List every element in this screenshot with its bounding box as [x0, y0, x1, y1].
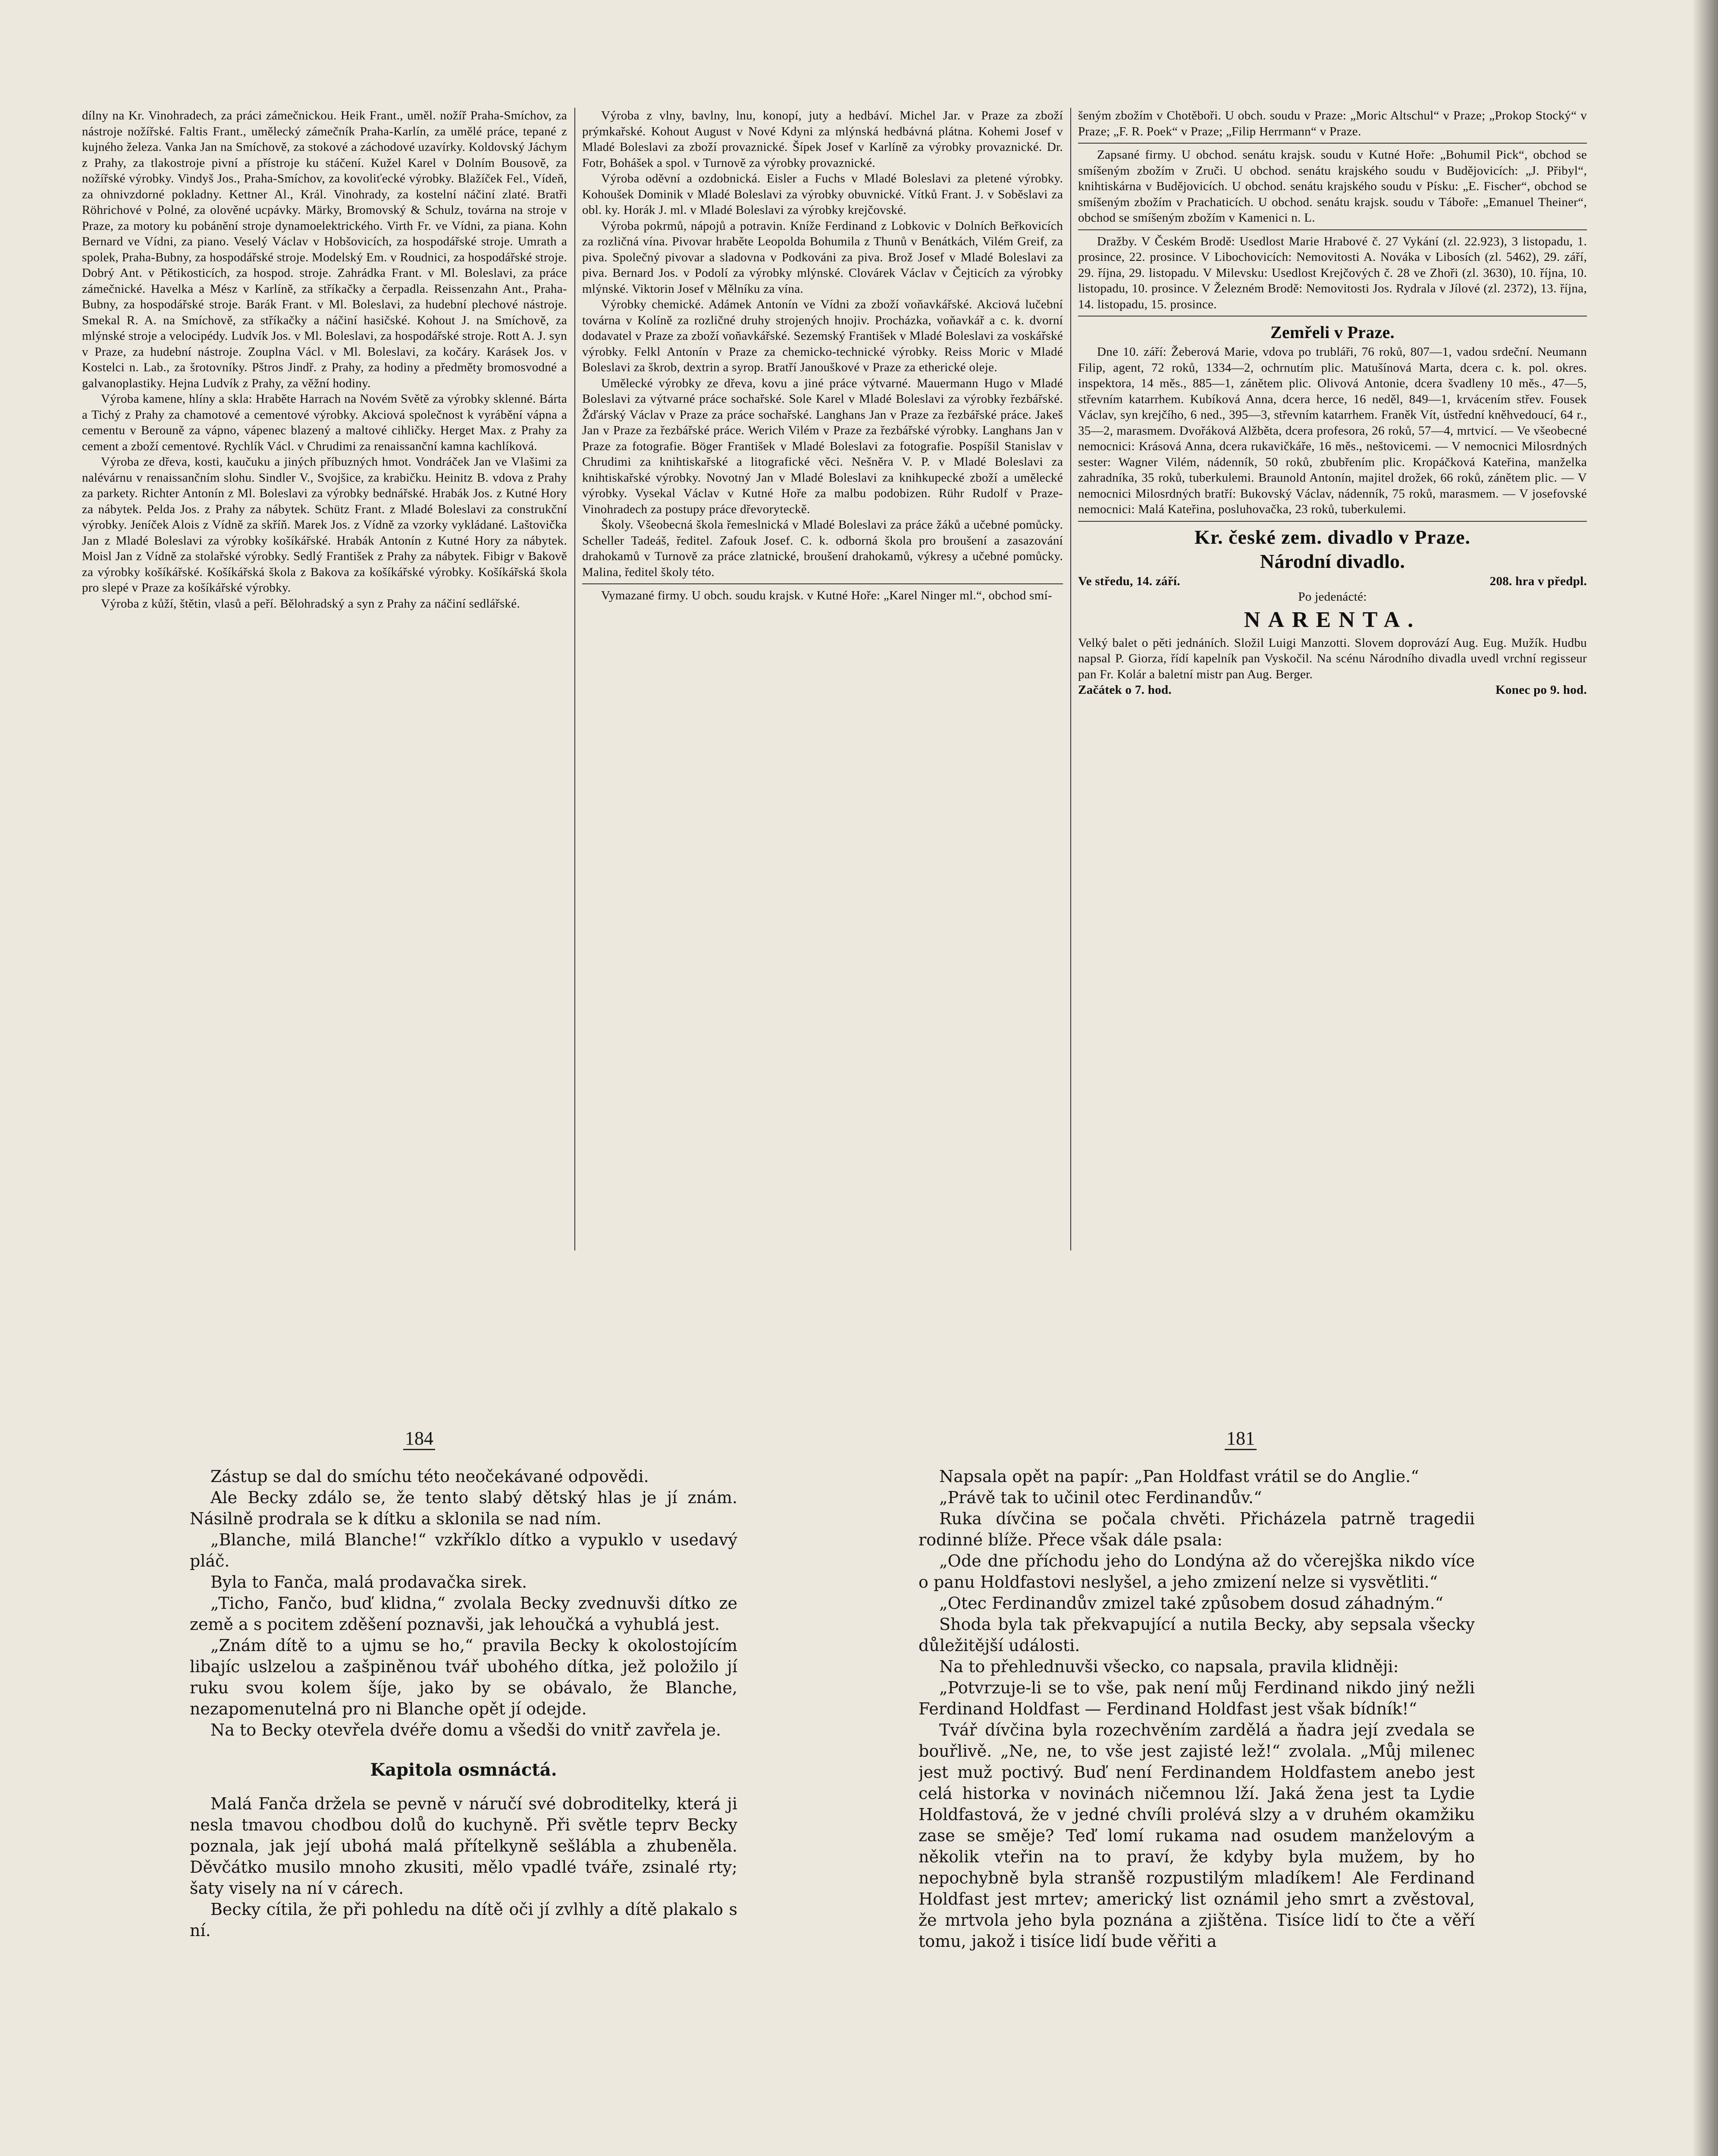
performance-time-row [1078, 682, 1587, 698]
right-page-number: 181 [1225, 1427, 1257, 1449]
book-paragraph: Malá Fanča držela se pevně v náručí své dobroditelky, která ji nesla tmavou chodbou dolů do kuchyně. Při světle teprv Becky poznala, jak její ubohá malá přítelkyně sešlábla a zhubeněla. Děvčátko musilo mnoho zkusiti, mělo vpadlé tváře, zsinalé rty; šaty visely na ní v cárech. [190, 1794, 737, 1898]
play-title: NARENTA. [1244, 607, 1421, 632]
news-paragraph: Výroba oděvní a ozdobnická. Eisler a Fuchs v Mladé Boleslavi za pletené výrobky. Kohoušek Dominik v Mladé Boleslavi za výrobky obuvnické. Vítků Frant. J. v Soběslavi za obl. ky. Horák J. ml. v Mladé Boleslavi za výrobky krejčovské. [582, 172, 1063, 217]
right-book-page [919, 1466, 1475, 2156]
performance-number: 208. hra v předpl. [1489, 574, 1587, 588]
left-book-page [190, 1466, 737, 2156]
book-paragraph: Zástup se dal do smíchu této neočekávané odpovědi. [210, 1467, 649, 1486]
news-paragraph: dílny na Kr. Vinohradech, za práci zámečnickou. Heik Frant., uměl. nožíř Praha-Smíchov, za nástroje nožířské. Faltis Frant., umělecký zámečník Praha-Karlín, za umělé práce, tepané z kujného železa. Vanka Jan na Smíchově, za stokové a záchodové uzavírky. Koldovský Jáchym z Prahy, za tlakostroje pivní a přístroje ku stáčení. Kužel Karel v Dolním Bousově, za nožířské výrobky. Vindyš Jos., Praha-Smíchov, za kovoliťecké výrobky. Blažíček Fel., Vídeň, za ohnivzdorné pokladny. Kettner Al., Král. Vinohrady, za kostelní náčiní zlaté. Bratři Röhrichové v Polné, za olověné ucpávky. Märky, Bromovský & Schulz, továrna na stroje v Praze, za motory ku pobánění stroje dynamoelektrického. Virth Fr. ve Vídni, za piana. Kohn Bernard ve Vídni, za piano. Veselý Václav v Hobšovicích, za hospodářské stroje. Umrath a spolek, Praha-Bubny, za hospodářské stroje. Modelský Em. v Roudnici, za hospodářské stroje. Dobrý Ant. v Pětikosticích, za hospod. stroje. Zahrádka Frant. v Ml. Boleslavi, za práce zámečnické. Havelka a Mész v Karlíně, za stříkačky a čerpadla. Reissenzahn Ant., Praha-Bubny, za hospodářské stroje. Barák Frant. v Ml. Boleslavi, za hudební plechové nástroje. Smekal R. A. na Smíchově, za stříkačky a náčiní hasičské. Kohout J. na Smíchově, za mlýnské stroje a velocipédy. Ludvík Jos. v Ml. Boleslavi, za hospodářské stroje. Rott A. J. syn v Praze, za hudební nástroje. Zouplna Václ. v Ml. Boleslavi, za kočáry. Karásek Jos. v Kostelci n. Lab., za šrotovníky. Pštros Jindř. z Prahy, za hodiny a předměty bromosvodné a galvanoplastiky. Hejna Ludvík z Prahy, za věžní hodiny. [82, 109, 567, 390]
book-paragraph: Shoda byla tak překvapující a nutila Becky, aby sepsala všecky důležitější události. [919, 1615, 1475, 1655]
news-paragraph: Výroba ze dřeva, kosti, kaučuku a jiných příbuzných hmot. Vondráček Jan ve Vlašimi za nalévárnu v renaissančním slohu. Sindler V., Svojšice, za krabičku. Heinitz B. vdova z Prahy za parkety. Richter Antonín z Ml. Boleslavi za výrobky bednářské. Hrabák Jos. z Kutné Hory za nábytek. Pelda Jos. z Prahy za nábytek. Schütz Frant. z Mladé Boleslavi za construkční výrobky. Jeníček Alois z Vídně za skříň. Marek Jos. z Vídně za vzorky vykládané. Laštovička Jan z Mladé Boleslavi za výrobky košíkářské. Hrabák Antonín z Kutné Hory za nábytek. Moisl Jan z Vídně za stolařské výrobky. Sedlý František z Prahy za nábytek. Fibigr v Bakově za výrobky košíkářské. Košíkářská škola z Bakova za košíkářské výrobky. Košíkářská škola pro slepé v Praze za košíkářské výrobky. [82, 455, 567, 595]
section-divider [582, 583, 1063, 584]
section-divider [1078, 229, 1587, 230]
news-paragraph: Školy. Všeobecná škola řemeslnická v Mladé Boleslavi za práce žáků a učebné pomůcky. Scheller Tadeáš, ředitel. Zafouk Josef. C. k. odborná škola pro broušení a zasazování drahokamů v Turnově za práce zlatnické, broušení drahokamů, výkresy a učebné pomůcky. Malina, ředitel školy této. [582, 518, 1063, 579]
news-paragraph: Dne 10. září: Žeberová Marie, vdova po trubláři, 76 roků, 807—1, vadou srdeční. Neumann Filip, agent, 72 roků, 1334—2, ochrnutím plic. Matušínová Marta, dcera c. k. pol. okres. inspektora, 14 měs., 885—1, zánětem plic. Olivová Antonie, dcera švadleny 10 měs., 47—5, střevním katarrhem. Kubíková Anna, dcera herce, 16 neděl, 849—1, krvácením střev. Fousek Václav, syn krejčího, 6 ned., 395—3, střevním katarrhem. Franěk Vít, ústřední kněhvedoucí, 64 r., 35—2, marasmem. Dvořáková Alžběta, dcera profesora, 26 roků, 57—4, mrtvicí. — Ve všeobecné nemocnici: Krásová Anna, dcera rukavičkáře, 16 měs., neštovicemi. — V nemocnici Milosrdných sester: Wagner Vilém, nádenník, 50 roků, zbubřením plic. Kropáčková Kateřina, manželka zahradníka, 35 roků, tuberkulemi. Braunold Antonín, majitel drožek, 66 roků, zánětem plic. — V nemocnici Milosrdných bratří: Bukovský Václav, nádenník, 75 roků, marasmem. — V josefovské nemocnici: Malá Kateřina, posluhovačka, 23 roků, tuberkulemi. [1078, 345, 1587, 516]
book-paragraph: „Blanche, milá Blanche!“ vzkříklo dítko a vypuklo v usedavý pláč. [190, 1530, 737, 1570]
book-paragraph: Na to přehlednuvši všecko, co napsala, pravila klidněji: [939, 1657, 1399, 1676]
start-time: Začátek o 7. hod. [1078, 683, 1172, 697]
book-paragraph: „Potvrzuje-li se to vše, pak není můj Ferdinand nikdo jiný nežli Ferdinand Holdfast — Ferdinand Holdfast jest však bídník!“ [919, 1678, 1475, 1718]
deaths-heading: Zemřeli v Praze. [1270, 323, 1395, 342]
section-divider [1078, 316, 1587, 317]
news-paragraph: Zapsané firmy. U obchod. senátu krajsk. soudu v Kutné Hoře: „Bohumil Pick“, obchod se smíšeným zbožím v Zruči. U obchod. senátu krajského soudu v Budějovicích: „J. Přibyl“, knihtiskárna v Budějovicích. U obchod. senátu krajského soudu v Písku: „E. Fischer“, obchod se smíšeným zbožím v Prachaticích. U obchod. senátu krajsk. soudu v Táboře: „Emanuel Theiner“, obchod se smíšeným zbožím v Kamenici n. L. [1078, 148, 1587, 225]
book-paragraph: „Znám dítě to a ujmu se ho,“ pravila Becky k okolostojícím libajíc uslzelou a zašpiněnou tvář ubohého dítka, jež položilo jí ruku svou kolem šíje, jako by se obávalo, že Blanche, nezapomenutelná pro ni Blanche opět jí odejde. [190, 1636, 737, 1718]
theatre-heading: Kr. české zem. divadlo v Praze. [1194, 526, 1470, 548]
news-column-2 [582, 108, 1063, 1250]
book-paragraph: Tvář dívčina byla rozechvěním zardělá a ňadra její zvedala se bouřlivě. „Ne, ne, to vše jest zajisté lež!“ zvolala. „Můj milenec jest muž poctivý. Buď není Ferdinandem Holdfastem anebo jest celá historka v novinách ničemnou lží. Jaká žena jest ta Lydie Holdfastová, že v jedné chvíli prolévá slzy a v druhém okamžiku zase se směje? Teď lomí rukama nad osudem manželovým a několik vteřin na to praví, že kdyby byla mužem, by ho nepochybně byla stranšě rozpustilým mladíkem! Ale Ferdinand Holdfast jest mrtev; americký list oznámil jeho smrt a zvěstoval, že mrtvola jeho byla poznána a zjištěna. Tisíce lidí to čte a věří tomu, jakož i tisíce lidí bude věřiti a [919, 1720, 1475, 1951]
performance-date: Ve středu, 14. září. [1078, 574, 1180, 588]
play-description: Velký balet o pěti jednáních. Složil Luigi Manzotti. Slovem doprovází Aug. Eug. Mužík. Hudbu napsal P. Giorza, řídí kapelník pan Vyskočil. Na scénu Národního divadla uvedl vrchní regisseur pan Fr. Kolár a baletní mistr pan Aug. Berger. [1078, 636, 1587, 681]
book-paragraph: Becky cítila, že při pohledu na dítě oči jí zvlhly a dítě plakalo s ní. [190, 1900, 737, 1940]
news-paragraph: Umělecké výrobky ze dřeva, kovu a jiné práce výtvarné. Mauermann Hugo v Mladé Boleslavi za výtvarné práce sochařské. Sole Karel v Mladé Boleslavi za výrobky řezbářské. Žďárský Václav v Praze za práce sochařské. Langhans Jan v Praze za řezbářské práce. Jakeš Jan v Praze za řezbářské práce. Werich Vilém v Praze za řezbářské výrobky. Langhans Jan v Praze za fotografie. Böger František v Mladé Boleslavi za fotografie. Pospíšil Stanislav v Chrudimi za knihtiskařské a litografické věci. Nešněra V. P. v Mladé Boleslavi za knihtiskařské výrobky. Novotný Jan v Mladé Boleslavi za knihkupecké zboží a umělecké výrobky. Vysekal Václav v Kutné Hoře za malbu podobizen. Rühr Rudolf v Praze-Vinohradech za postupy práce dřevoryteckě. [582, 376, 1063, 516]
book-paragraph: „Právě tak to učinil otec Ferdinandův.“ [939, 1488, 1262, 1507]
scan-edge-shadow [1692, 0, 1718, 2156]
news-column-3 [1078, 108, 1587, 1250]
news-paragraph: Výroba z kůží, štětin, vlasů a peří. Bělohradský a syn z Prahy za náčiní sedlářské. [101, 596, 520, 611]
news-paragraph: Dražby. V Českém Brodě: Usedlost Marie Hrabové č. 27 Vykání (zl. 22.923), 3 listopadu, 1. prosince, 22. prosince. V Libochovicích: Nemovitosti A. Nováka v Libosích (zl. 5462), 29. září, 29. října, 29. listopadu. V Milevsku: Usedlost Krejčových č. 28 ve Zhoři (zl. 3630), 10. října, 10. listopadu, 10. prosince. V Železném Brodě: Nemovitosti Jos. Rydrala v Jílové (zl. 2372), 13. října, 14. listopadu, 15. prosince. [1078, 234, 1587, 311]
book-paragraph: „Ticho, Fančo, buď klidna,“ zvolala Becky zvednuvši dítko ze země a s pocitem zděšení poznavši, jak lehoučká a vyhublá jest. [190, 1594, 737, 1634]
book-paragraph: Napsala opět na papír: „Pan Holdfast vrátil se do Anglie.“ [939, 1467, 1419, 1486]
section-divider [1078, 143, 1587, 144]
theatre-date-row [1078, 573, 1587, 589]
section-divider [1078, 521, 1587, 522]
end-time: Konec po 9. hod. [1495, 683, 1587, 697]
book-paragraph: Ruka dívčina se počala chvěti. Přicházela patrně tragedii rodinné blíže. Přece však dále psala: [919, 1509, 1475, 1549]
column-rule [574, 108, 575, 1250]
book-paragraph: „Otec Ferdinandův zmizel také způsobem dosud záhadným.“ [939, 1594, 1444, 1613]
news-column-1 [82, 108, 567, 1250]
news-paragraph: Výroba z vlny, bavlny, lnu, konopí, juty a hedbáví. Michel Jar. v Praze za zboží prýmkařské. Kohout August v Nové Kdyni za mlýnská hedbávná plátna. Kohemi Josef v Mladé Boleslavi za zboží provaznické. Šípek Josef v Karlíně za výrobky provaznické. Dr. Fotr, Bohášek a spol. v Turnově za výrobky provaznické. [582, 109, 1063, 170]
news-paragraph: Vymazané firmy. U obch. soudu krajsk. v Kutné Hoře: „Karel Ninger ml.“, obchod smí- [601, 589, 1052, 602]
book-paragraph: Ale Becky zdálo se, že tento slabý dětský hlas je jí znám. Násilně prodrala se k dítku a sklonila se nad ním. [190, 1488, 737, 1528]
theatre-subheading: Národní divadlo. [1260, 550, 1405, 572]
column-rule [1070, 108, 1071, 1250]
chapter-title: Kapitola osmnáctá. [370, 1760, 557, 1780]
news-paragraph: Výroba kamene, hlíny a skla: Hraběte Harrach na Novém Světě za výrobky sklenné. Bárta a Tichý z Prahy za chamotové a cementové výrobky. Akciová společnost k vyrábění vápna a cementu v Berouně za vápno, vápenec blazený a maltové cihličky. Herget Max. z Prahy za cement a zboží cementové. Rychlík Václ. v Chrudimi za renaissanční kamna kachlíková. [82, 392, 567, 453]
performance-count: Po jedenácté: [1298, 590, 1367, 604]
news-paragraph: šeným zbožím v Chotěboři. U obch. soudu v Praze: „Moric Altschul“ v Praze; „Prokop Stocký“ v Praze; „F. R. Poek“ v Praze; „Filip Herrmann“ v Praze. [1078, 109, 1587, 138]
left-page-number: 184 [403, 1427, 435, 1449]
book-paragraph: „Ode dne příchodu jeho do Londýna až do včerejška nikdo více o panu Holdfastovi neslyšel, a jeho zmizení nelze si vysvětliti.“ [919, 1551, 1475, 1592]
news-paragraph: Výrobky chemické. Adámek Antonín ve Vídni za zboží voňavkářské. Akciová lučební továrna v Kolíně za rozličné druhy strojených hnojiv. Procházka, voňavkář a c. k. dvorní dodavatel v Praze za zboží voňavkářské. Sezemský František v Mladé Boleslavi za voskářské výrobky. Felkl Antonín v Praze za chemicko-technické výrobky. Reiss Moric v Mladé Boleslavi za škrob, dextrin a syrop. Bratří Janouškové v Praze za etherické oleje. [582, 298, 1063, 374]
book-paragraph: Byla to Fanča, malá prodavačka sirek. [210, 1573, 527, 1592]
newspaper-strip [82, 108, 1587, 1250]
book-paragraph: Na to Becky otevřela dvéře domu a všedši do vnitř zavřela je. [210, 1720, 721, 1739]
news-paragraph: Výroba pokrmů, nápojů a potravin. Kníže Ferdinand z Lobkovic v Dolních Beřkovicích za rozličná vína. Pivovar hraběte Leopolda Bohumila z Thunů v Benátkách, Vilém Greif, za piva. Společný pivovar a sladovna v Podkováni za piva. Brož Josef v Mladé Boleslavi za piva. Bernard Jos. v Podolí za výrobky mlýnské. Clovárek Václav v Čejticích za výrobky mlýnské. Viktorin Josef v Mělníku za vína. [582, 219, 1063, 296]
